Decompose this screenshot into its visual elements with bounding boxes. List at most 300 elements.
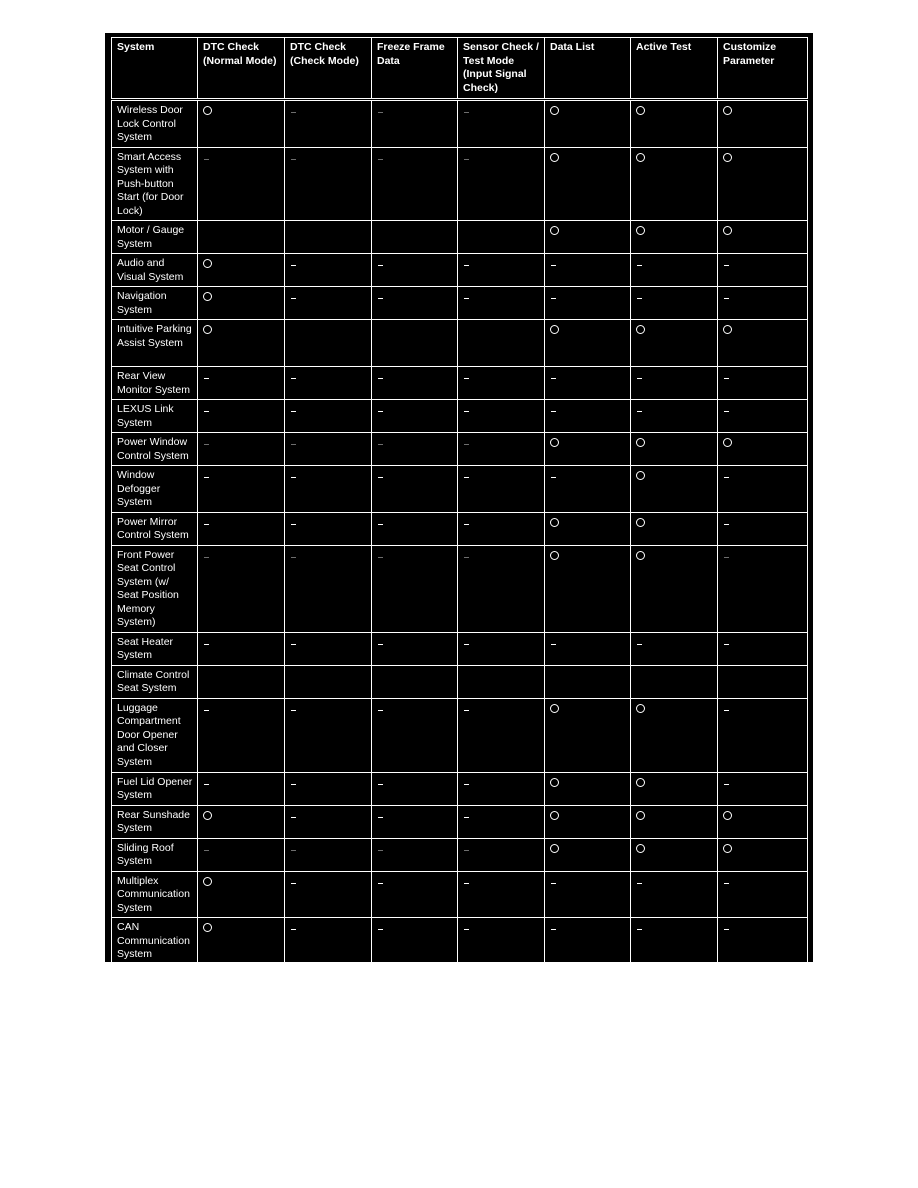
cell-customize (718, 918, 808, 965)
cell-active-test (631, 838, 718, 871)
dash-icon (378, 644, 383, 645)
column-header-system: System (112, 38, 198, 100)
circle-icon (636, 325, 645, 334)
dash-icon (464, 444, 469, 445)
cell-dtc-normal (198, 871, 285, 918)
table-row (112, 512, 808, 545)
dash-icon (291, 444, 296, 445)
dash-icon (637, 411, 642, 412)
cell-freeze-frame (372, 632, 458, 665)
cell-active-test (631, 805, 718, 838)
circle-icon (636, 704, 645, 713)
dash-icon (464, 411, 469, 412)
cell-data-list (545, 433, 631, 466)
circle-icon (203, 811, 212, 820)
cell-dtc-normal (198, 254, 285, 287)
system-name-cell: Audio and Visual System (112, 254, 198, 287)
system-name-cell: Rear Sunshade System (112, 805, 198, 838)
system-name-cell: CAN Communication System (112, 918, 198, 965)
dash-icon (204, 784, 209, 785)
system-name-cell: Wireless Door Lock Control System (112, 100, 198, 148)
circle-icon (636, 438, 645, 447)
cell-active-test (631, 466, 718, 513)
table-row (112, 545, 808, 632)
column-header-dtc-check: DTC Check (Check Mode) (285, 38, 372, 100)
circle-icon (723, 438, 732, 447)
cell-sensor-check (458, 698, 545, 772)
cell-dtc-normal (198, 698, 285, 772)
circle-icon (550, 844, 559, 853)
table-row (112, 838, 808, 871)
dash-icon (291, 524, 296, 525)
dash-icon (464, 710, 469, 711)
cell-sensor-check (458, 254, 545, 287)
circle-icon (723, 325, 732, 334)
cell-data-list (545, 512, 631, 545)
dash-icon (291, 883, 296, 884)
dash-icon (378, 444, 383, 445)
dash-icon (291, 710, 296, 711)
cell-dtc-check (285, 545, 372, 632)
circle-icon (636, 106, 645, 115)
table-row (112, 147, 808, 221)
cell-dtc-normal (198, 772, 285, 805)
column-header-dtc-normal: DTC Check (Normal Mode) (198, 38, 285, 100)
table-row (112, 698, 808, 772)
cell-active-test (631, 918, 718, 965)
circle-icon (550, 106, 559, 115)
circle-icon (636, 551, 645, 560)
cell-customize (718, 871, 808, 918)
circle-icon (723, 153, 732, 162)
dash-icon (378, 557, 383, 558)
cell-sensor-check (458, 772, 545, 805)
cell-freeze-frame (372, 838, 458, 871)
cell-sensor-check (458, 871, 545, 918)
cell-dtc-normal (198, 287, 285, 320)
cell-active-test (631, 320, 718, 367)
cell-active-test (631, 287, 718, 320)
document-sheet (105, 33, 813, 962)
system-name-cell: Power Mirror Control System (112, 512, 198, 545)
system-name-cell: Intuitive Parking Assist System (112, 320, 198, 367)
cell-data-list (545, 805, 631, 838)
circle-icon (636, 471, 645, 480)
cell-active-test (631, 400, 718, 433)
dash-icon (551, 929, 556, 930)
cell-customize (718, 320, 808, 367)
cell-freeze-frame (372, 466, 458, 513)
table-row (112, 433, 808, 466)
cell-data-list (545, 400, 631, 433)
cell-dtc-normal (198, 665, 285, 698)
cell-data-list (545, 147, 631, 221)
cell-data-list (545, 772, 631, 805)
system-name-cell: Navigation System (112, 287, 198, 320)
cell-sensor-check (458, 100, 545, 148)
dash-icon (378, 850, 383, 851)
dash-icon (378, 477, 383, 478)
cell-dtc-normal (198, 805, 285, 838)
circle-icon (203, 106, 212, 115)
dash-icon (637, 644, 642, 645)
cell-freeze-frame (372, 100, 458, 148)
cell-dtc-check (285, 665, 372, 698)
cell-sensor-check (458, 221, 545, 254)
dash-icon (204, 850, 209, 851)
cell-customize (718, 147, 808, 221)
table-row (112, 254, 808, 287)
system-name-cell: Sliding Roof System (112, 838, 198, 871)
dash-icon (464, 644, 469, 645)
cell-freeze-frame (372, 147, 458, 221)
cell-active-test (631, 772, 718, 805)
cell-dtc-normal (198, 100, 285, 148)
circle-icon (550, 778, 559, 787)
dash-icon (291, 411, 296, 412)
column-header-active-test: Active Test (631, 38, 718, 100)
dash-icon (724, 883, 729, 884)
cell-customize (718, 632, 808, 665)
cell-dtc-check (285, 918, 372, 965)
cell-sensor-check (458, 805, 545, 838)
cell-active-test (631, 545, 718, 632)
dash-icon (724, 644, 729, 645)
dash-icon (464, 883, 469, 884)
dash-icon (378, 378, 383, 379)
dash-icon (724, 784, 729, 785)
column-header-sensor-check: Sensor Check / Test Mode (Input Signal Check) (458, 38, 545, 100)
cell-data-list (545, 367, 631, 400)
cell-customize (718, 512, 808, 545)
dash-icon (464, 850, 469, 851)
system-name-cell: Climate Control Seat System (112, 665, 198, 698)
cell-customize (718, 545, 808, 632)
cell-data-list (545, 320, 631, 367)
cell-sensor-check (458, 367, 545, 400)
dash-icon (204, 444, 209, 445)
cell-data-list (545, 918, 631, 965)
cell-dtc-normal (198, 320, 285, 367)
dash-icon (291, 159, 296, 160)
dash-icon (637, 265, 642, 266)
circle-icon (203, 325, 212, 334)
dash-icon (551, 265, 556, 266)
dash-icon (464, 298, 469, 299)
cell-dtc-normal (198, 221, 285, 254)
dash-icon (637, 883, 642, 884)
dash-icon (204, 557, 209, 558)
diagnostic-function-table (111, 37, 808, 965)
dash-icon (291, 265, 296, 266)
system-name-cell: Power Window Control System (112, 433, 198, 466)
dash-icon (291, 850, 296, 851)
cell-dtc-check (285, 632, 372, 665)
circle-icon (723, 226, 732, 235)
cell-data-list (545, 632, 631, 665)
dash-icon (464, 112, 469, 113)
dash-icon (464, 477, 469, 478)
cell-active-test (631, 871, 718, 918)
cell-dtc-normal (198, 632, 285, 665)
system-name-cell: Seat Heater System (112, 632, 198, 665)
dash-icon (724, 929, 729, 930)
system-name-cell: Smart Access System with Push-button Start (for Door Lock) (112, 147, 198, 221)
dash-icon (291, 477, 296, 478)
cell-sensor-check (458, 433, 545, 466)
cell-freeze-frame (372, 221, 458, 254)
cell-data-list (545, 221, 631, 254)
cell-dtc-check (285, 772, 372, 805)
system-name-cell: Luggage Compartment Door Opener and Closer System (112, 698, 198, 772)
cell-dtc-check (285, 221, 372, 254)
cell-freeze-frame (372, 400, 458, 433)
dash-icon (291, 112, 296, 113)
dash-icon (551, 298, 556, 299)
cell-data-list (545, 254, 631, 287)
table-row (112, 632, 808, 665)
column-header-data-list: Data List (545, 38, 631, 100)
dash-icon (204, 477, 209, 478)
circle-icon (550, 518, 559, 527)
cell-freeze-frame (372, 433, 458, 466)
dash-icon (204, 644, 209, 645)
cell-sensor-check (458, 665, 545, 698)
dash-icon (551, 378, 556, 379)
dash-icon (291, 817, 296, 818)
dash-icon (378, 817, 383, 818)
dash-icon (464, 524, 469, 525)
cell-active-test (631, 100, 718, 148)
cell-sensor-check (458, 147, 545, 221)
table-row (112, 100, 808, 148)
dash-icon (291, 929, 296, 930)
cell-customize (718, 100, 808, 148)
dash-icon (464, 929, 469, 930)
dash-icon (378, 411, 383, 412)
cell-dtc-normal (198, 512, 285, 545)
dash-icon (551, 644, 556, 645)
system-name-cell: LEXUS Link System (112, 400, 198, 433)
table-row (112, 400, 808, 433)
cell-dtc-check (285, 367, 372, 400)
circle-icon (203, 292, 212, 301)
cell-dtc-check (285, 466, 372, 513)
cell-data-list (545, 100, 631, 148)
dash-icon (637, 929, 642, 930)
dash-icon (291, 378, 296, 379)
circle-icon (203, 259, 212, 268)
column-header-freeze-frame: Freeze Frame Data (372, 38, 458, 100)
cell-customize (718, 254, 808, 287)
system-name-cell: Rear View Monitor System (112, 367, 198, 400)
dash-icon (464, 378, 469, 379)
cell-freeze-frame (372, 871, 458, 918)
circle-icon (723, 811, 732, 820)
cell-customize (718, 287, 808, 320)
cell-data-list (545, 665, 631, 698)
circle-icon (203, 877, 212, 886)
dash-icon (724, 265, 729, 266)
cell-dtc-check (285, 512, 372, 545)
dash-icon (637, 298, 642, 299)
cell-active-test (631, 221, 718, 254)
cell-active-test (631, 254, 718, 287)
cell-freeze-frame (372, 772, 458, 805)
dash-icon (291, 557, 296, 558)
cell-active-test (631, 632, 718, 665)
dash-icon (464, 265, 469, 266)
cell-sensor-check (458, 512, 545, 545)
table-row (112, 665, 808, 698)
table-body (112, 100, 808, 965)
cell-data-list (545, 287, 631, 320)
dash-icon (724, 477, 729, 478)
dash-icon (378, 883, 383, 884)
cell-freeze-frame (372, 254, 458, 287)
cell-sensor-check (458, 400, 545, 433)
dash-icon (464, 557, 469, 558)
dash-icon (464, 159, 469, 160)
table-row (112, 918, 808, 965)
circle-icon (550, 551, 559, 560)
circle-icon (723, 106, 732, 115)
cell-dtc-normal (198, 918, 285, 965)
cell-data-list (545, 838, 631, 871)
dash-icon (378, 784, 383, 785)
cell-dtc-normal (198, 466, 285, 513)
dash-icon (378, 112, 383, 113)
cell-freeze-frame (372, 320, 458, 367)
cell-freeze-frame (372, 918, 458, 965)
table-row (112, 320, 808, 367)
cell-customize (718, 665, 808, 698)
header-row (112, 38, 808, 100)
circle-icon (550, 438, 559, 447)
cell-dtc-normal (198, 838, 285, 871)
column-header-customize: Customize Parameter (718, 38, 808, 100)
cell-active-test (631, 433, 718, 466)
dash-icon (724, 524, 729, 525)
cell-customize (718, 433, 808, 466)
cell-active-test (631, 367, 718, 400)
cell-sensor-check (458, 838, 545, 871)
circle-icon (636, 844, 645, 853)
table-row (112, 871, 808, 918)
circle-icon (723, 844, 732, 853)
cell-customize (718, 466, 808, 513)
circle-icon (636, 811, 645, 820)
dash-icon (724, 411, 729, 412)
cell-dtc-check (285, 698, 372, 772)
dash-icon (204, 710, 209, 711)
cell-dtc-check (285, 287, 372, 320)
cell-dtc-check (285, 838, 372, 871)
cell-dtc-check (285, 147, 372, 221)
circle-icon (636, 153, 645, 162)
cell-sensor-check (458, 287, 545, 320)
cell-freeze-frame (372, 287, 458, 320)
system-name-cell: Motor / Gauge System (112, 221, 198, 254)
dash-icon (378, 524, 383, 525)
cell-sensor-check (458, 466, 545, 513)
dash-icon (378, 929, 383, 930)
dash-icon (724, 298, 729, 299)
circle-icon (550, 325, 559, 334)
cell-dtc-check (285, 871, 372, 918)
cell-sensor-check (458, 320, 545, 367)
cell-sensor-check (458, 545, 545, 632)
dash-icon (724, 710, 729, 711)
circle-icon (550, 153, 559, 162)
dash-icon (291, 784, 296, 785)
dash-icon (204, 411, 209, 412)
dash-icon (378, 710, 383, 711)
cell-customize (718, 838, 808, 871)
table-row (112, 221, 808, 254)
dash-icon (378, 159, 383, 160)
cell-active-test (631, 698, 718, 772)
cell-active-test (631, 665, 718, 698)
system-name-cell: Multiplex Communication System (112, 871, 198, 918)
table-row (112, 772, 808, 805)
circle-icon (550, 811, 559, 820)
cell-data-list (545, 698, 631, 772)
dash-icon (551, 411, 556, 412)
system-name-cell: Front Power Seat Control System (w/ Seat Position Memory System) (112, 545, 198, 632)
cell-dtc-check (285, 254, 372, 287)
cell-freeze-frame (372, 512, 458, 545)
cell-freeze-frame (372, 665, 458, 698)
cell-dtc-check (285, 433, 372, 466)
cell-data-list (545, 871, 631, 918)
cell-dtc-check (285, 100, 372, 148)
table-row (112, 287, 808, 320)
cell-customize (718, 367, 808, 400)
cell-data-list (545, 545, 631, 632)
cell-active-test (631, 512, 718, 545)
dash-icon (204, 159, 209, 160)
dash-icon (291, 298, 296, 299)
circle-icon (636, 778, 645, 787)
dash-icon (464, 817, 469, 818)
cell-customize (718, 221, 808, 254)
cell-active-test (631, 147, 718, 221)
table-row (112, 805, 808, 838)
cell-customize (718, 772, 808, 805)
circle-icon (203, 923, 212, 932)
cell-sensor-check (458, 632, 545, 665)
cell-freeze-frame (372, 367, 458, 400)
table-row (112, 367, 808, 400)
dash-icon (378, 265, 383, 266)
system-name-cell: Window Defogger System (112, 466, 198, 513)
dash-icon (464, 784, 469, 785)
cell-data-list (545, 466, 631, 513)
cell-dtc-normal (198, 147, 285, 221)
dash-icon (724, 378, 729, 379)
cell-dtc-normal (198, 400, 285, 433)
dash-icon (551, 883, 556, 884)
circle-icon (636, 226, 645, 235)
cell-freeze-frame (372, 545, 458, 632)
dash-icon (204, 378, 209, 379)
cell-dtc-normal (198, 545, 285, 632)
cell-sensor-check (458, 918, 545, 965)
cell-customize (718, 400, 808, 433)
table-row (112, 466, 808, 513)
cell-dtc-check (285, 320, 372, 367)
